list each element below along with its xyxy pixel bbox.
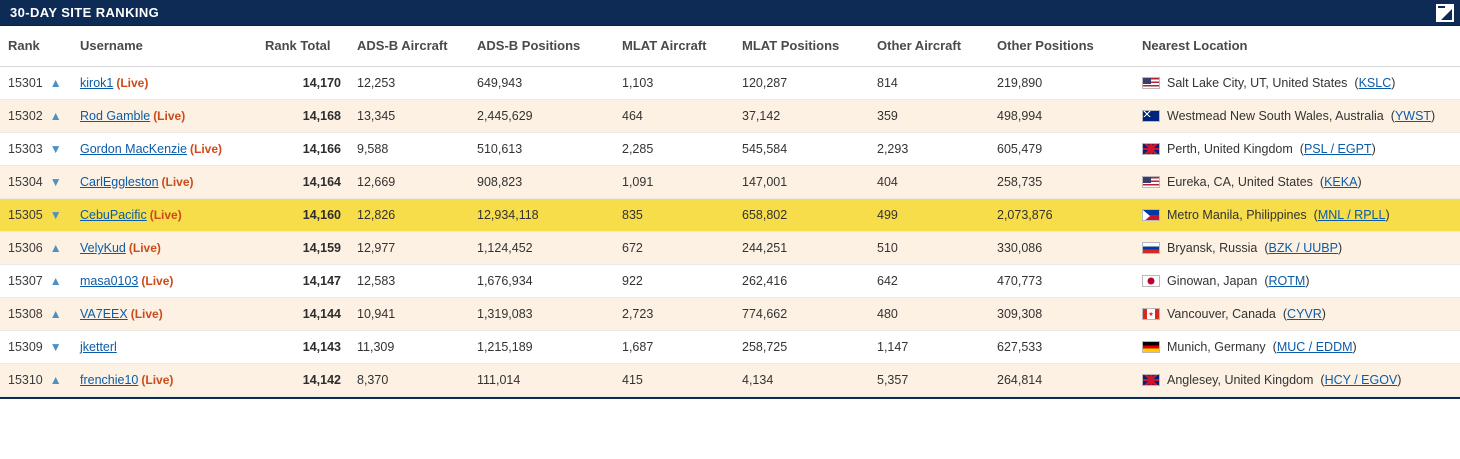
location-text: Bryansk, Russia <box>1167 241 1258 255</box>
location-text: Ginowan, Japan <box>1167 274 1258 288</box>
cell-rank-total: 14,164 <box>257 166 349 199</box>
cell-other-positions: 264,814 <box>989 364 1134 397</box>
airport-code-link[interactable]: HCY / EGOV <box>1324 373 1398 387</box>
panel-bottom-rule <box>0 397 1460 399</box>
cell-mlat-positions: 545,584 <box>734 133 869 166</box>
column-header-nearest-location[interactable]: Nearest Location <box>1134 26 1460 67</box>
live-badge: (Live) <box>141 373 174 387</box>
cell-adsb-aircraft: 12,977 <box>349 232 469 265</box>
country-flag-icon <box>1142 374 1160 386</box>
location-text: Eureka, CA, United States <box>1167 175 1313 189</box>
airport-code-link[interactable]: MNL / RPLL <box>1317 208 1386 222</box>
cell-mlat-positions: 658,802 <box>734 199 869 232</box>
table-row[interactable] <box>0 100 1460 133</box>
page-title: 30-DAY SITE RANKING <box>10 5 160 20</box>
location-code-wrap: (YWST) <box>1390 109 1436 123</box>
cell-nearest-location <box>1134 67 1460 100</box>
cell-mlat-aircraft: 2,723 <box>614 298 734 331</box>
cell-adsb-aircraft: 12,253 <box>349 67 469 100</box>
cell-adsb-positions: 510,613 <box>469 133 614 166</box>
cell-mlat-positions: 147,001 <box>734 166 869 199</box>
country-flag-icon <box>1142 209 1160 221</box>
cell-other-positions: 627,533 <box>989 331 1134 364</box>
trend-up-icon: ▲ <box>49 373 62 387</box>
column-header-other-positions[interactable]: Other Positions <box>989 26 1134 67</box>
cell-adsb-aircraft: 8,370 <box>349 364 469 397</box>
location-code-wrap: (MUC / EDDM) <box>1272 340 1357 354</box>
airport-code-link[interactable]: YWST <box>1394 109 1432 123</box>
cell-other-aircraft: 499 <box>869 199 989 232</box>
live-badge: (Live) <box>153 109 186 123</box>
username-link[interactable]: Gordon MacKenzie <box>80 142 188 156</box>
username-link[interactable]: masa0103 <box>80 274 139 288</box>
rank-number: 15301 <box>8 76 43 90</box>
cell-adsb-positions: 12,934,118 <box>469 199 614 232</box>
username-link[interactable]: VelyKud <box>80 241 126 255</box>
cell-nearest-location <box>1134 199 1460 232</box>
cell-rank <box>0 232 72 265</box>
username-link[interactable]: jketterl <box>80 340 117 354</box>
country-flag-icon <box>1142 77 1160 89</box>
cell-rank-total: 14,147 <box>257 265 349 298</box>
trend-up-icon: ▲ <box>49 274 62 288</box>
table-row[interactable] <box>0 166 1460 199</box>
cell-rank-total: 14,159 <box>257 232 349 265</box>
cell-nearest-location <box>1134 331 1460 364</box>
cell-rank <box>0 166 72 199</box>
cell-rank-total: 14,144 <box>257 298 349 331</box>
cell-rank <box>0 199 72 232</box>
cell-adsb-aircraft: 12,669 <box>349 166 469 199</box>
username-link[interactable]: kirok1 <box>80 76 114 90</box>
cell-adsb-aircraft: 12,826 <box>349 199 469 232</box>
cell-rank <box>0 331 72 364</box>
column-header-rank-total[interactable]: Rank Total <box>257 26 349 67</box>
trend-up-icon: ▲ <box>49 76 62 90</box>
cell-adsb-positions: 649,943 <box>469 67 614 100</box>
cell-other-positions: 498,994 <box>989 100 1134 133</box>
column-header-adsb-positions[interactable]: ADS-B Positions <box>469 26 614 67</box>
cell-adsb-aircraft: 11,309 <box>349 331 469 364</box>
cell-rank-total: 14,170 <box>257 67 349 100</box>
table-row[interactable] <box>0 298 1460 331</box>
cell-username <box>72 364 257 397</box>
cell-username <box>72 166 257 199</box>
table-row[interactable] <box>0 67 1460 100</box>
country-flag-icon <box>1142 341 1160 353</box>
country-flag-icon <box>1142 176 1160 188</box>
cell-adsb-positions: 1,319,083 <box>469 298 614 331</box>
cell-other-aircraft: 510 <box>869 232 989 265</box>
panel-titlebar <box>0 0 1460 26</box>
table-row[interactable] <box>0 364 1460 397</box>
cell-mlat-positions: 120,287 <box>734 67 869 100</box>
airport-code-link[interactable]: PSL / EGPT <box>1303 142 1372 156</box>
location-code-wrap: (KEKA) <box>1319 175 1362 189</box>
cell-adsb-positions: 908,823 <box>469 166 614 199</box>
live-badge: (Live) <box>149 208 182 222</box>
column-header-adsb-aircraft[interactable]: ADS-B Aircraft <box>349 26 469 67</box>
cell-mlat-aircraft: 922 <box>614 265 734 298</box>
airport-code-link[interactable]: ROTM <box>1268 274 1306 288</box>
table-body <box>0 67 1460 397</box>
cell-nearest-location <box>1134 232 1460 265</box>
cell-rank <box>0 67 72 100</box>
rank-number: 15304 <box>8 175 43 189</box>
cell-rank <box>0 100 72 133</box>
trend-up-icon: ▲ <box>49 109 62 123</box>
ranking-table <box>0 26 1460 397</box>
username-link[interactable]: VA7EEX <box>80 307 128 321</box>
cell-other-aircraft: 404 <box>869 166 989 199</box>
header-row <box>0 26 1460 67</box>
cell-rank-total: 14,142 <box>257 364 349 397</box>
cell-other-positions: 2,073,876 <box>989 199 1134 232</box>
live-badge: (Live) <box>161 175 194 189</box>
cell-rank <box>0 133 72 166</box>
cell-adsb-aircraft: 10,941 <box>349 298 469 331</box>
cell-mlat-aircraft: 464 <box>614 100 734 133</box>
column-header-mlat-positions[interactable]: MLAT Positions <box>734 26 869 67</box>
rank-number: 15308 <box>8 307 43 321</box>
cell-nearest-location <box>1134 166 1460 199</box>
cell-mlat-aircraft: 2,285 <box>614 133 734 166</box>
cell-other-aircraft: 642 <box>869 265 989 298</box>
cell-rank-total: 14,168 <box>257 100 349 133</box>
rank-number: 15302 <box>8 109 43 123</box>
cell-adsb-aircraft: 13,345 <box>349 100 469 133</box>
username-link[interactable]: Rod Gamble <box>80 109 151 123</box>
cell-rank <box>0 265 72 298</box>
cell-nearest-location <box>1134 133 1460 166</box>
cell-nearest-location <box>1134 100 1460 133</box>
column-header-mlat-aircraft[interactable]: MLAT Aircraft <box>614 26 734 67</box>
cell-rank <box>0 298 72 331</box>
location-code-wrap: (CYVR) <box>1282 307 1326 321</box>
location-text: Perth, United Kingdom <box>1167 142 1293 156</box>
location-code-wrap: (ROTM) <box>1264 274 1310 288</box>
trend-up-icon: ▲ <box>49 307 62 321</box>
cell-mlat-aircraft: 835 <box>614 199 734 232</box>
cell-mlat-positions: 774,662 <box>734 298 869 331</box>
trend-down-icon: ▼ <box>49 208 62 222</box>
trend-down-icon: ▼ <box>49 175 62 189</box>
cell-username <box>72 232 257 265</box>
cell-adsb-positions: 1,124,452 <box>469 232 614 265</box>
location-code-wrap: (HCY / EGOV) <box>1320 373 1402 387</box>
cell-other-aircraft: 2,293 <box>869 133 989 166</box>
cell-other-positions: 470,773 <box>989 265 1134 298</box>
airport-code-link[interactable]: BZK / UUBP <box>1268 241 1338 255</box>
country-flag-icon <box>1142 308 1160 320</box>
cell-other-aircraft: 1,147 <box>869 331 989 364</box>
column-header-rank[interactable]: Rank <box>0 26 72 67</box>
location-text: Munich, Germany <box>1167 340 1266 354</box>
cell-username <box>72 298 257 331</box>
cell-mlat-aircraft: 1,091 <box>614 166 734 199</box>
rank-number: 15303 <box>8 142 43 156</box>
airport-code-link[interactable]: KEKA <box>1324 175 1358 189</box>
cell-adsb-positions: 111,014 <box>469 364 614 397</box>
cell-username <box>72 199 257 232</box>
rank-number: 15307 <box>8 274 43 288</box>
cell-other-aircraft: 5,357 <box>869 364 989 397</box>
location-text: Vancouver, Canada <box>1167 307 1276 321</box>
location-code-wrap: (MNL / RPLL) <box>1313 208 1390 222</box>
cell-other-aircraft: 814 <box>869 67 989 100</box>
cell-other-positions: 258,735 <box>989 166 1134 199</box>
cell-mlat-aircraft: 672 <box>614 232 734 265</box>
cell-adsb-positions: 1,676,934 <box>469 265 614 298</box>
trend-down-icon: ▼ <box>49 340 62 354</box>
live-badge: (Live) <box>130 307 163 321</box>
cell-mlat-positions: 4,134 <box>734 364 869 397</box>
live-badge: (Live) <box>116 76 149 90</box>
rank-number: 15310 <box>8 373 43 387</box>
cell-adsb-positions: 2,445,629 <box>469 100 614 133</box>
column-header-username[interactable]: Username <box>72 26 257 67</box>
location-text: Metro Manila, Philippines <box>1167 208 1307 222</box>
username-link[interactable]: CarlEggleston <box>80 175 159 189</box>
rank-number: 15309 <box>8 340 43 354</box>
live-badge: (Live) <box>190 142 223 156</box>
username-link[interactable]: frenchie10 <box>80 373 139 387</box>
cell-mlat-positions: 37,142 <box>734 100 869 133</box>
cell-username <box>72 100 257 133</box>
cell-other-positions: 605,479 <box>989 133 1134 166</box>
airport-code-link[interactable]: KSLC <box>1358 76 1392 90</box>
country-flag-icon <box>1142 143 1160 155</box>
cell-adsb-positions: 1,215,189 <box>469 331 614 364</box>
location-code-wrap: (KSLC) <box>1354 76 1396 90</box>
rank-number: 15305 <box>8 208 43 222</box>
airport-code-link[interactable]: MUC / EDDM <box>1276 340 1353 354</box>
live-badge: (Live) <box>141 274 174 288</box>
location-text: Westmead New South Wales, Australia <box>1167 109 1384 123</box>
cell-other-positions: 330,086 <box>989 232 1134 265</box>
cell-username <box>72 133 257 166</box>
cell-other-aircraft: 359 <box>869 100 989 133</box>
cell-nearest-location <box>1134 364 1460 397</box>
cell-mlat-positions: 262,416 <box>734 265 869 298</box>
country-flag-icon <box>1142 275 1160 287</box>
cell-other-positions: 309,308 <box>989 298 1134 331</box>
cell-username <box>72 67 257 100</box>
country-flag-icon <box>1142 110 1160 122</box>
cell-mlat-aircraft: 415 <box>614 364 734 397</box>
rank-number: 15306 <box>8 241 43 255</box>
cell-rank-total: 14,143 <box>257 331 349 364</box>
country-flag-icon <box>1142 242 1160 254</box>
airport-code-link[interactable]: CYVR <box>1287 307 1322 321</box>
table-row[interactable] <box>0 265 1460 298</box>
trend-down-icon: ▼ <box>49 142 62 156</box>
trend-up-icon: ▲ <box>49 241 62 255</box>
location-text: Salt Lake City, UT, United States <box>1167 76 1348 90</box>
table-row[interactable] <box>0 232 1460 265</box>
cell-mlat-positions: 244,251 <box>734 232 869 265</box>
cell-rank-total: 14,166 <box>257 133 349 166</box>
cell-nearest-location <box>1134 298 1460 331</box>
table-header <box>0 26 1460 67</box>
location-code-wrap: (PSL / EGPT) <box>1299 142 1376 156</box>
cell-nearest-location <box>1134 265 1460 298</box>
username-link[interactable]: CebuPacific <box>80 208 147 222</box>
expand-icon[interactable] <box>1436 4 1454 22</box>
cell-username <box>72 265 257 298</box>
live-badge: (Live) <box>128 241 161 255</box>
table-row[interactable] <box>0 133 1460 166</box>
table-row[interactable] <box>0 199 1460 232</box>
cell-rank-total: 14,160 <box>257 199 349 232</box>
cell-other-aircraft: 480 <box>869 298 989 331</box>
cell-adsb-aircraft: 12,583 <box>349 265 469 298</box>
cell-mlat-aircraft: 1,103 <box>614 67 734 100</box>
cell-mlat-positions: 258,725 <box>734 331 869 364</box>
cell-username <box>72 331 257 364</box>
cell-adsb-aircraft: 9,588 <box>349 133 469 166</box>
cell-other-positions: 219,890 <box>989 67 1134 100</box>
cell-rank <box>0 364 72 397</box>
location-code-wrap: (BZK / UUBP) <box>1264 241 1343 255</box>
location-text: Anglesey, United Kingdom <box>1167 373 1314 387</box>
cell-mlat-aircraft: 1,687 <box>614 331 734 364</box>
table-row[interactable] <box>0 331 1460 364</box>
column-header-other-aircraft[interactable]: Other Aircraft <box>869 26 989 67</box>
